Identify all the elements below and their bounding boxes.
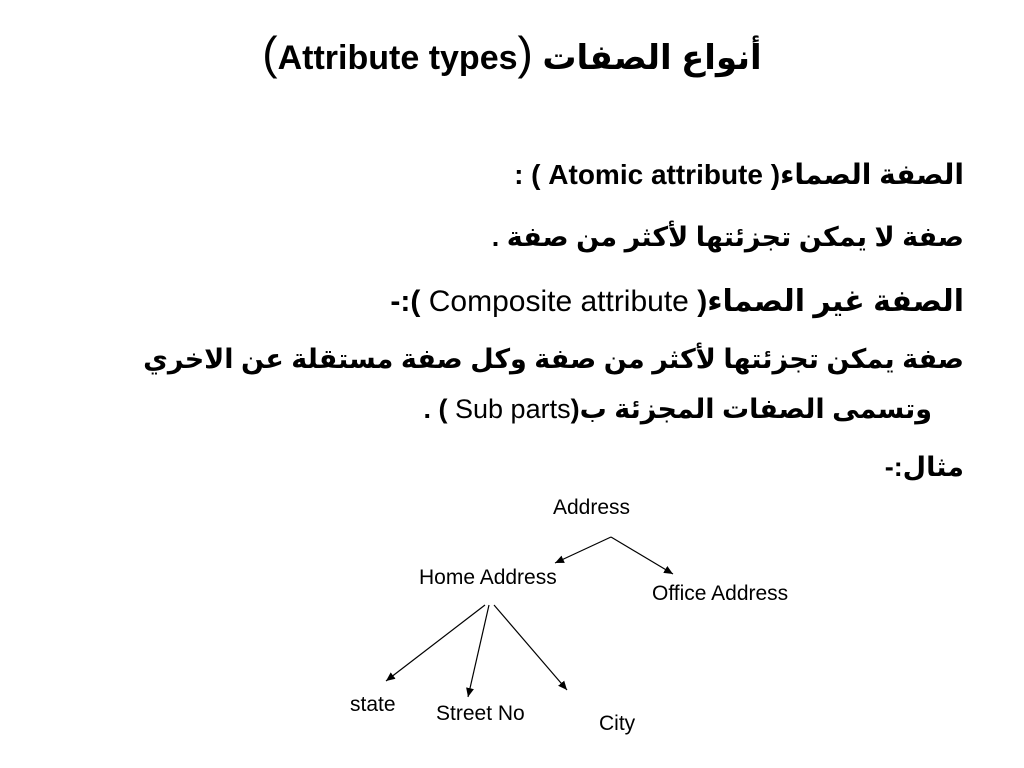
edge-home-street [468, 605, 489, 697]
composite-desc-english: Sub parts [455, 394, 571, 424]
composite-desc-suffix: ) . [423, 394, 456, 424]
node-address: Address [553, 496, 631, 519]
composite-desc-arabic: وتسمى الصفات المجزئة ب( [570, 394, 932, 424]
title-paren-close: ) [262, 27, 278, 79]
atomic-heading-arabic: الصفة الصماء( [770, 159, 964, 190]
edge-address-office [611, 537, 673, 574]
composite-heading-arabic: الصفة غير الصماء( [697, 285, 964, 318]
node-office-address: Office Address [652, 582, 789, 605]
title-arabic: أنواع الصفات [542, 39, 762, 77]
composite-heading-suffix: ):- [390, 285, 421, 318]
node-city: City [599, 712, 636, 735]
title-paren-open: ( [517, 27, 533, 79]
edge-home-state [386, 605, 485, 681]
node-street-no: Street No [436, 702, 525, 725]
composite-heading-english: Composite attribute [420, 285, 689, 318]
atomic-heading-english: Atomic attribute [548, 159, 763, 190]
node-state: state [350, 693, 396, 716]
node-home-address: Home Address [419, 566, 557, 589]
edge-address-home [555, 537, 611, 563]
atomic-description: صفة لا يمكن تجزئتها لأكثر من صفة . [491, 222, 964, 252]
edge-home-city [494, 605, 567, 690]
atomic-heading-suffix: ) : [514, 159, 541, 190]
example-label: مثال:- [884, 452, 964, 482]
title-english: Attribute types [277, 39, 518, 77]
composite-description-line-1: صفة يمكن تجزئتها لأكثر من صفة وكل صفة مستقلة عن الاخري [143, 344, 964, 374]
